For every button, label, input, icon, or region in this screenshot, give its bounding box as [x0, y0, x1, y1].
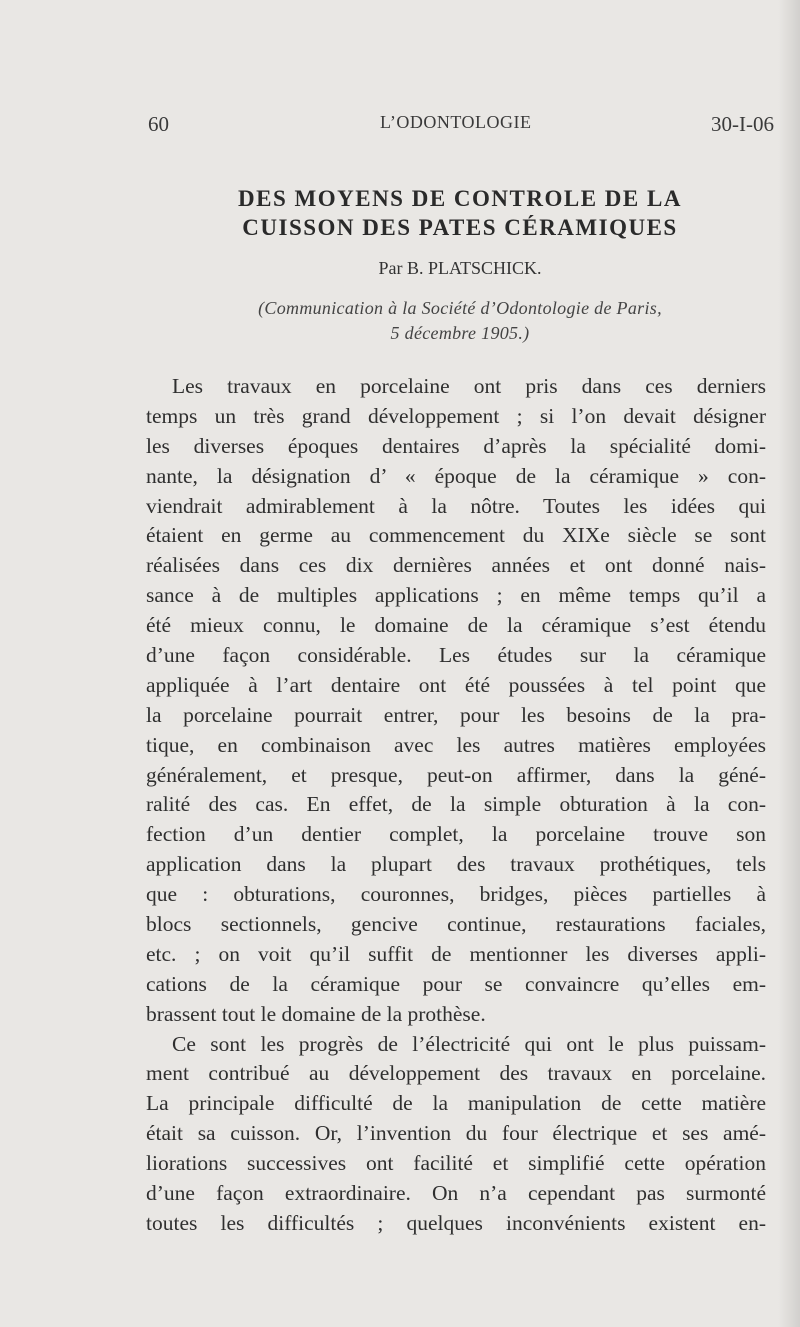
text-line: liorations successives ont facilité et simplifié cette opération — [146, 1151, 766, 1176]
article-body — [146, 372, 766, 1239]
text-line: la porcelaine pourrait entrer, pour les besoins de la pra- — [146, 702, 766, 727]
text-line: nante, la désignation d’ « époque de la céramique » con- — [146, 463, 766, 488]
text-line: La principale difficulté de la manipulation de cette matière — [146, 1091, 766, 1116]
text-line: Les travaux en porcelaine ont pris dans ces derniers — [172, 374, 766, 398]
text-line: réalisées dans ces dix dernières années et ont donné nais- — [146, 553, 766, 578]
source-note — [150, 296, 770, 346]
text-line: appliquée à l’art dentaire ont été poussées à tel point que — [146, 672, 766, 697]
text-line: ment contribué au développement des travaux en porcelaine. — [146, 1061, 766, 1086]
text-line: application dans la plupart des travaux prothétiques, tels — [146, 852, 766, 877]
text-line: brassent tout le domaine de la prothèse. — [146, 1001, 486, 1026]
text-line: étaient en germe au commencement du XIXe siècle se sont — [146, 523, 766, 548]
text-line: blocs sectionnels, gencive continue, restaurations faciales, — [146, 912, 766, 937]
title-line-1: DES MOYENS DE CONTROLE DE LA — [238, 186, 682, 211]
text-line: viendrait admirablement à la nôtre. Toutes les idées qui — [146, 493, 766, 518]
text-line: toutes les difficultés ; quelques inconvénients existent en- — [146, 1210, 766, 1235]
source-line-2: 5 décembre 1905.) — [390, 323, 530, 343]
journal-title: L’ODONTOLOGIE — [380, 112, 532, 132]
running-header — [148, 112, 788, 140]
title-line-2: CUISSON DES PATES CÉRAMIQUES — [242, 215, 678, 240]
text-line: cations de la céramique pour se convaincre qu’elles em- — [146, 971, 766, 996]
text-line: tique, en combinaison avec les autres matières employées — [146, 732, 766, 757]
text-line: fection d’un dentier complet, la porcelaine trouve son — [146, 822, 766, 847]
source-line-1: (Communication à la Société d’Odontologie de Paris, — [258, 298, 662, 318]
text-line: ralité des cas. En effet, de la simple obturation à la con- — [146, 792, 766, 817]
page-number: 60 — [148, 112, 169, 136]
text-line: était sa cuisson. Or, l’invention du four électrique et ses amé- — [146, 1121, 766, 1146]
text-line: temps un très grand développement ; si l’on devait désigner — [146, 403, 766, 428]
page-edge-shadow — [778, 0, 800, 1327]
text-line: été mieux connu, le domaine de la céramique s’est étendu — [146, 613, 766, 638]
text-line: sance à de multiples applications ; en même temps qu’il a — [146, 583, 766, 608]
article-title — [150, 184, 770, 242]
text-line: généralement, et presque, peut-on affirmer, dans la géné- — [146, 762, 766, 787]
text-line: les diverses époques dentaires d’après la spécialité domi- — [146, 433, 766, 458]
text-line: que : obturations, couronnes, bridges, pièces partielles à — [146, 882, 766, 907]
issue-date: 30-I-06 — [711, 112, 774, 136]
text-line: Ce sont les progrès de l’électricité qui ont le plus puissam- — [172, 1031, 766, 1056]
text-line: d’une façon considérable. Les études sur la céramique — [146, 643, 766, 668]
text-line: d’une façon extraordinaire. On n’a cependant pas surmonté — [146, 1181, 766, 1206]
text-line: etc. ; on voit qu’il suffit de mentionner les diverses appli- — [146, 941, 766, 966]
author-line: Par B. PLATSCHICK. — [378, 258, 542, 278]
